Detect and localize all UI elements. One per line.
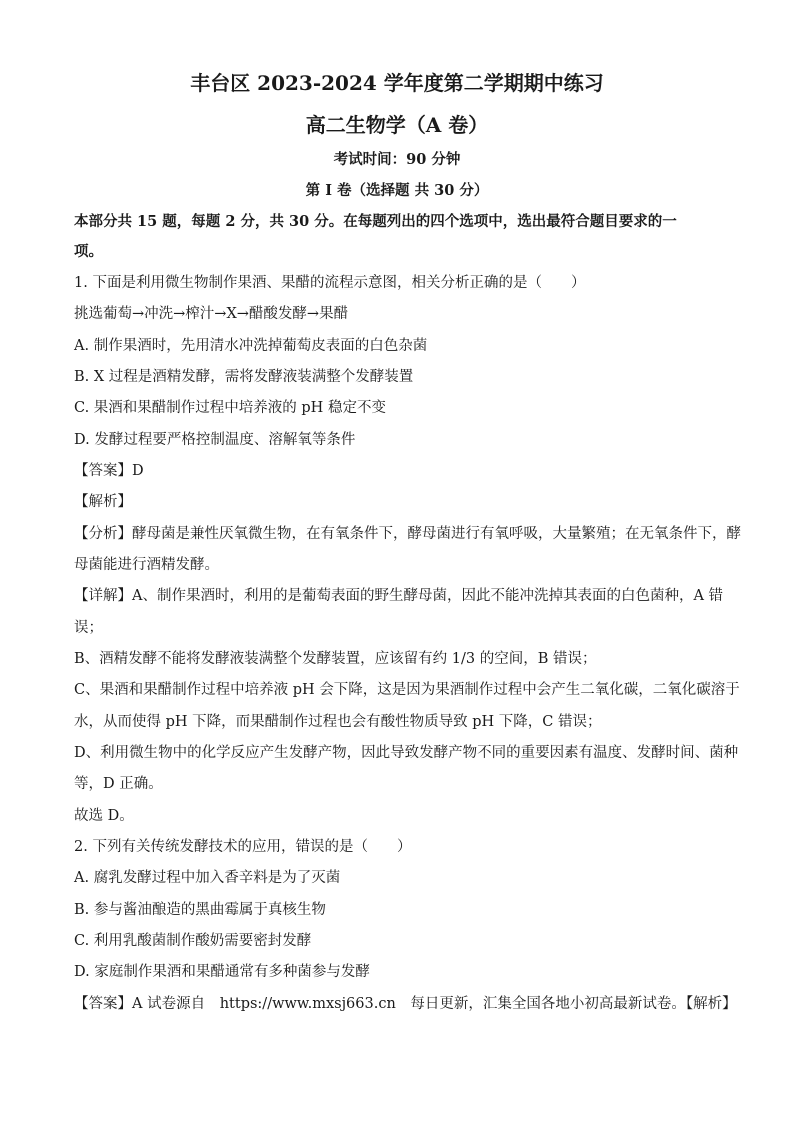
question-1-fenxi-line-2: 母菌能进行酒精发酵。: [74, 557, 219, 573]
question-1-stem: 1. 下面是利用微生物制作果酒、果醋的流程示意图，相关分析正确的是（ ）: [74, 275, 586, 291]
instructions-line-2: 项。: [74, 243, 103, 260]
detail-tag: 【详解】: [74, 588, 132, 604]
question-1-detail-a-line-1: [74, 586, 724, 606]
fenxi-tag: 【分析】: [74, 526, 132, 542]
question-1-detail-a-line-2: 误；: [74, 620, 103, 636]
question-1-option-b: B. X 过程是酒精发酵，需将发酵液装满整个发酵装置: [74, 369, 414, 385]
section-heading: 第 I 卷（选择题 共 30 分）: [305, 182, 489, 199]
answer-tag: 【答案】: [74, 996, 132, 1012]
question-2-answer-line: [74, 994, 737, 1014]
document-subtitle: 高二生物学（A 卷）: [305, 113, 489, 137]
question-1-detail-c-line-1: C、果酒和果醋制作过程中培养液 pH 会下降，这是因为果酒制作过程中会产生二氧化碳，二氧化碳溶于: [74, 682, 740, 698]
source-suffix: 每日更新，汇集全国各地小初高最新试卷。: [410, 996, 686, 1012]
question-2-stem: 2. 下列有关传统发酵技术的应用，错误的是（ ）: [74, 839, 412, 855]
question-1-option-a: A. 制作果酒时，先用清水冲洗掉葡萄皮表面的白色杂菌: [74, 338, 428, 354]
question-1-option-d: D. 发酵过程要严格控制温度、溶解氧等条件: [74, 432, 356, 448]
fenxi-text: 酵母菌是兼性厌氧微生物，在有氧条件下，酵母菌进行有氧呼吸，大量繁殖；在无氧条件下，酵: [132, 526, 741, 542]
answer-value: A: [132, 996, 143, 1012]
question-1-analysis-tag: 【解析】: [74, 494, 132, 510]
instructions-line-1: 本部分共 15 题，每题 2 分，共 30 分。在每题列出的四个选项中，选出最符合题目要求的一: [74, 213, 677, 230]
question-1-detail-d-line-1: D、利用微生物中的化学反应产生发酵产物，因此导致发酵产物不同的重要因素有温度、发酵时间、菌种: [74, 745, 739, 761]
question-1-flow: 挑选葡萄→冲洗→榨汁→X→醋酸发酵→果醋: [74, 306, 349, 322]
question-1-detail-c-line-2: 水，从而使得 pH 下降，而果醋制作过程也会有酸性物质导致 pH 下降，C 错误；: [74, 714, 602, 730]
question-2-option-b: B. 参与酱油酿造的黑曲霉属于真核生物: [74, 902, 326, 918]
question-2-option-a: A. 腐乳发酵过程中加入香辛料是为了灭菌: [74, 870, 341, 886]
answer-tag: 【答案】: [74, 463, 132, 479]
analysis-tag: 【解析】: [685, 996, 737, 1012]
question-1-answer: [74, 461, 724, 481]
question-2-option-c: C. 利用乳酸菌制作酸奶需要密封发酵: [74, 933, 312, 949]
question-1-option-c: C. 果酒和果醋制作过程中培养液的 pH 稳定不变: [74, 400, 386, 416]
question-1-detail-b: B、酒精发酵不能将发酵液装满整个发酵装置，应该留有约 1/3 的空间，B 错误；: [74, 651, 597, 667]
question-2-option-d: D. 家庭制作果酒和果醋通常有多种菌参与发酵: [74, 964, 370, 980]
document-title: 丰台区 2023-2024 学年度第二学期期中练习: [190, 71, 604, 95]
source-prefix: 试卷源自: [147, 996, 206, 1012]
question-1-detail-d-line-2: 等，D 正确。: [74, 776, 163, 792]
source-link[interactable]: https://www.mxsj663.cn: [219, 996, 396, 1012]
question-1-fenxi-line-1: [74, 524, 741, 544]
detail-a-text: A、制作果酒时，利用的是葡萄表面的野生酵母菌，因此不能冲洗掉其表面的白色菌种，A 错: [132, 588, 724, 604]
exam-time: 考试时间：90 分钟: [333, 151, 461, 168]
answer-value: D: [132, 463, 144, 479]
question-1-conclusion: 故选 D。: [74, 808, 134, 824]
